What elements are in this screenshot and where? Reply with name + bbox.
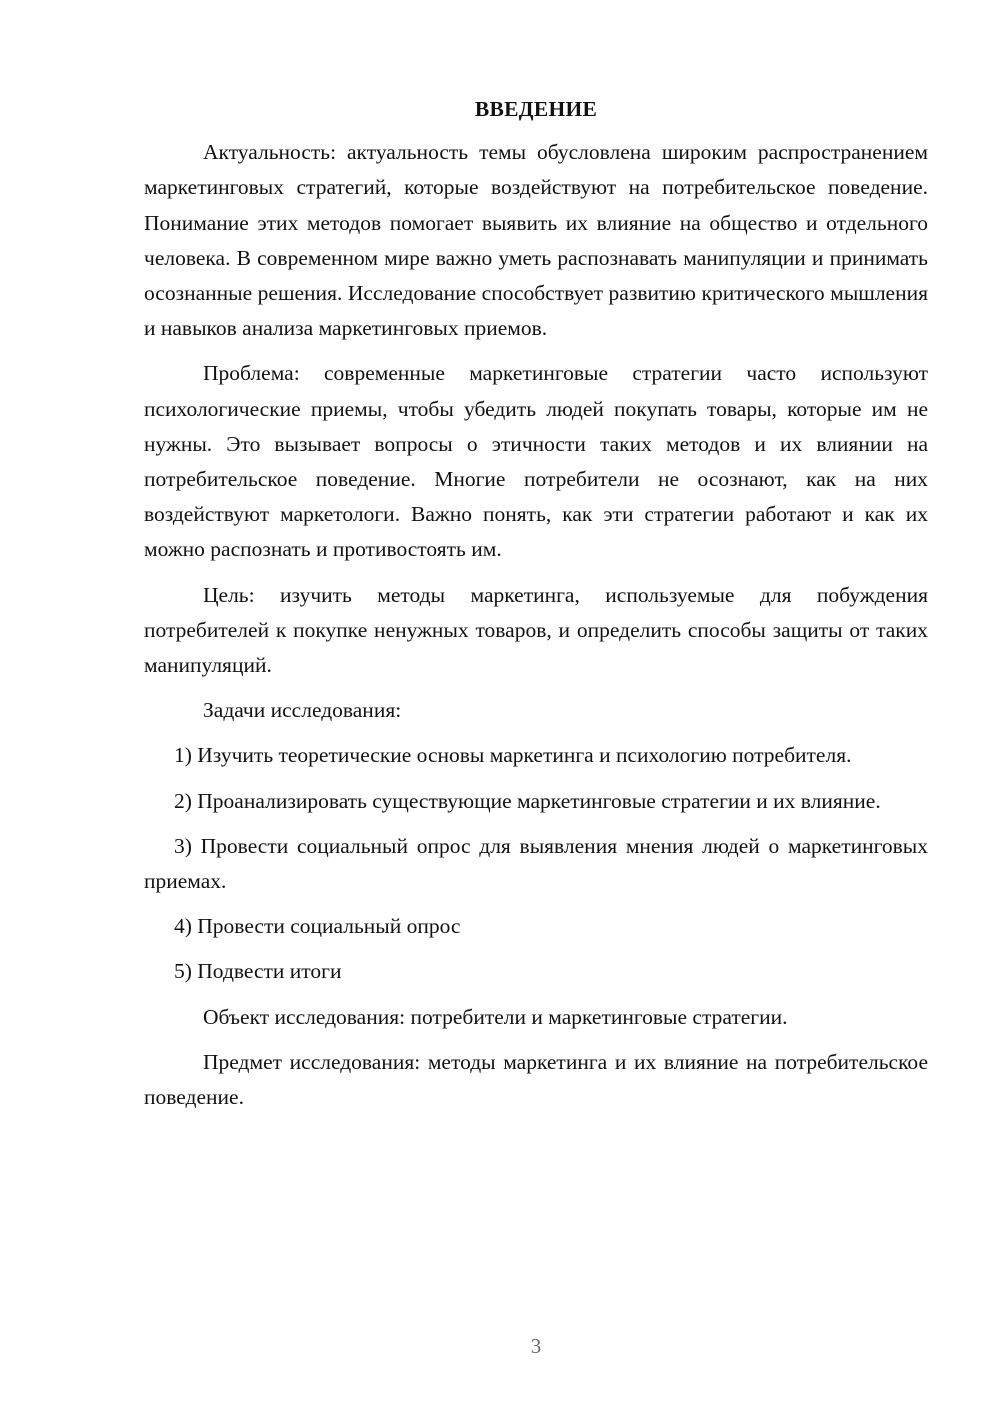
problem-paragraph: Проблема: современные маркетинговые стратегии часто используют психологические приемы, чтобы убедить людей покупать товары, которые им не нужны. Это вызывает вопросы о этичности таких методов и их влиянии на потребительское поведение. Многие потребители не осознают, как на них воздействуют маркетологи. Важно понять, как эти стратегии работают и как их можно распознать и противостоять им. (144, 361, 928, 562)
task-item-3: 3) Провести социальный опрос для выявления мнения людей о маркетинговых приемах. (144, 833, 928, 894)
relevance-paragraph: Актуальность: актуальность темы обусловлена широким распространением маркетинговых стратегий, которые воздействуют на потребительское поведение. Понимание этих методов помогает выявить их влияние на общество и отдельного человека. В современном мире важно уметь распознавать манипуляции и принимать осознанные решения. Исследование способствует развитию критического мышления и навыков анализа маркетинговых приемов. (144, 140, 928, 341)
task-item-4: 4) Провести социальный опрос (174, 914, 461, 939)
goal-paragraph: Цель: изучить методы маркетинга, используемые для побуждения потребителей к покупке ненужных товаров, и определить способы защиты от таких манипуляций. (144, 582, 928, 678)
subject-paragraph: Предмет исследования: методы маркетинга и их влияние на потребительское поведение. (144, 1049, 928, 1110)
task-item-2: 2) Проанализировать существующие маркетинговые стратегии и их влияние. (174, 788, 881, 813)
object-paragraph: Объект исследования: потребители и маркетинговые стратегии. (203, 1004, 788, 1029)
page-number: 3 (530, 1334, 542, 1358)
tasks-heading: Задачи исследования: (203, 698, 402, 723)
page-title: ВВЕДЕНИЕ (474, 97, 598, 121)
page-body (144, 92, 928, 1125)
task-item-1: 1) Изучить теоретические основы маркетинга и психологию потребителя. (174, 743, 852, 768)
task-item-5: 5) Подвести итоги (174, 959, 342, 984)
